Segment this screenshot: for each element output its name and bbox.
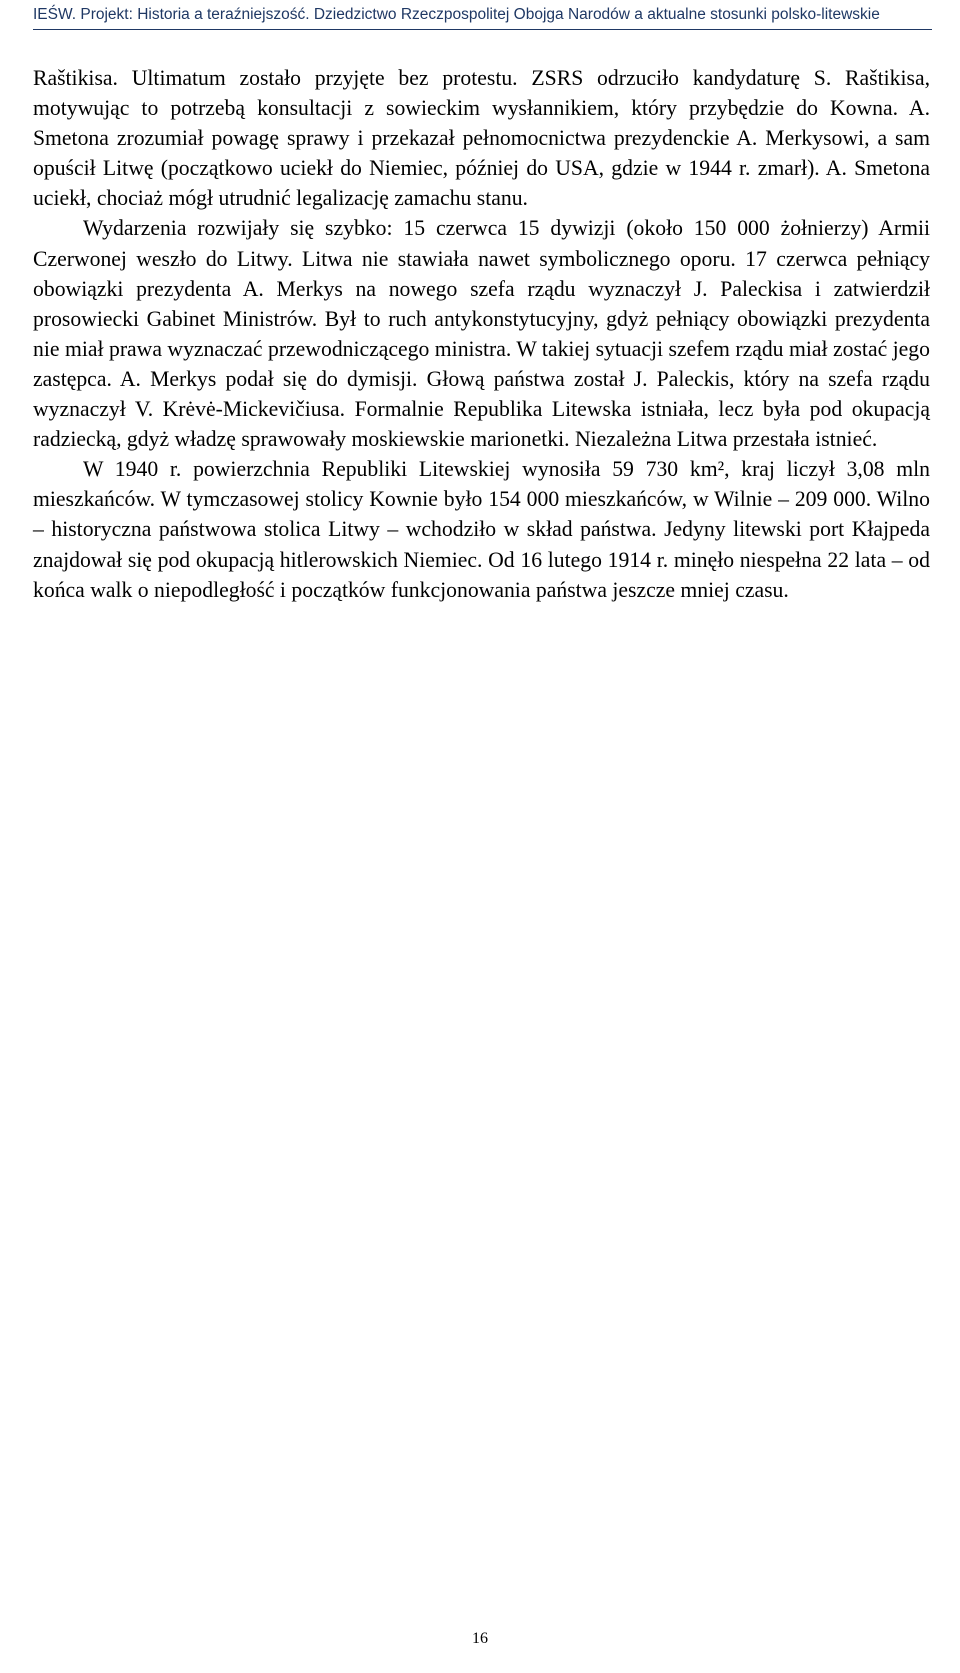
paragraph-2: Wydarzenia rozwijały się szybko: 15 czerwca 15 dywizji (około 150 000 żołnierzy) Armii Czerwonej weszło do Litwy. Litwa nie stawiała nawet symbolicznego oporu. 17 czerwca pełniący obowiązki prezydenta A. Merkys na nowego szefa rządu wyznaczył J. Paleckisa i zatwierdził prosowiecki Gabinet Ministrów. Był to ruch antykonstytucyjny, gdyż pełniący obowiązki prezydenta nie miał prawa wyznaczać przewodniczącego ministra. W takiej sytuacji szefem rządu miał zostać jego zastępca. A. Merkys podał się do dymisji. Głową państwa został J. Paleckis, który na szefa rządu wyznaczył V. Krėvė-Mickevičiusa. Formalnie Republika Litewska istniała, lecz była pod okupacją radziecką, gdyż władzę sprawowały moskiewskie marionetki. Niezależna Litwa przestała istnieć. [33, 216, 930, 452]
page-number: 16 [472, 1630, 488, 1647]
paragraph-3: W 1940 r. powierzchnia Republiki Litewskiej wynosiła 59 730 km², kraj liczył 3,08 mln mieszkańców. W tymczasowej stolicy Kownie było 154 000 mieszkańców, w Wilnie – 209 000. Wilno – historyczna państwowa stolica Litwy – wchodziło w skład państwa. Jedyny litewski port Kłajpeda znajdował się pod okupacją hitlerowskich Niemiec. Od 16 lutego 1914 r. minęło niespełna 22 lata – od końca walk o niepodległość i początków funkcjonowania państwa jeszcze mniej czasu. [33, 457, 930, 602]
page-body [33, 63, 930, 605]
header-rule [33, 29, 932, 30]
paragraph-1: Raštikisa. Ultimatum zostało przyjęte bez protestu. ZSRS odrzuciło kandydaturę S. Raštikisa, motywując to potrzebą konsultacji z sowieckim wysłannikiem, który przybędzie do Kowna. A. Smetona zrozumiał powagę sprawy i przekazał pełnomocnictwa prezydenckie A. Merkysowi, a sam opuścił Litwę (początkowo uciekł do Niemiec, później do USA, gdzie w 1944 r. zmarł). A. Smetona uciekł, chociaż mógł utrudnić legalizację zamachu stanu. [33, 66, 930, 211]
running-header: IEŚW. Projekt: Historia a teraźniejszość. Dziedzictwo Rzeczpospolitej Obojga Narodów a aktualne stosunki polsko-litewskie [33, 6, 880, 23]
